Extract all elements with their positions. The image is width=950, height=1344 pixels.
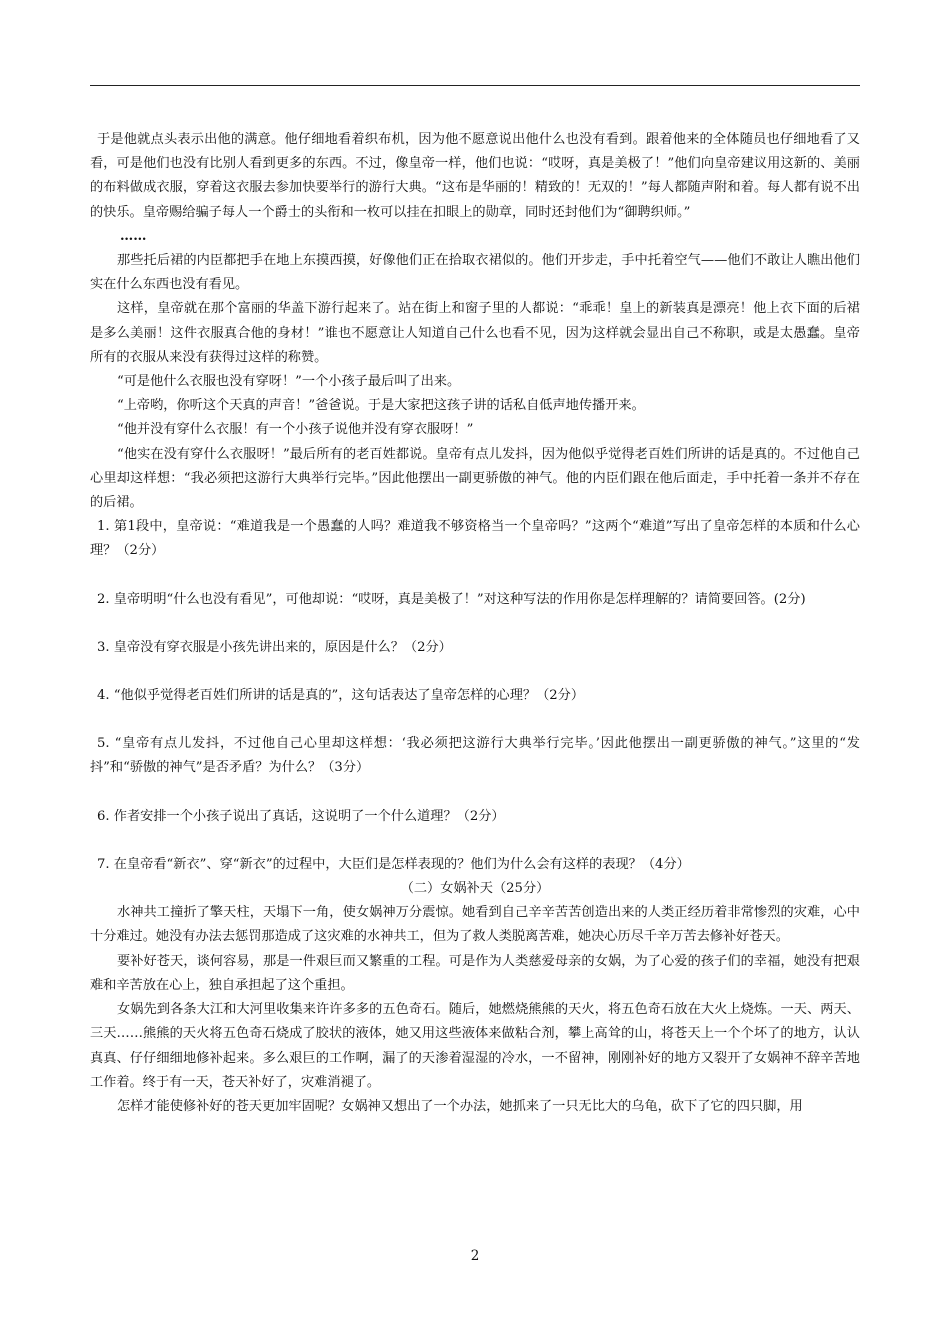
passage-paragraph: 女娲先到各条大江和大河里收集来许许多多的五色奇石。随后，她燃烧熊熊的天火，将五色奇石放在大火上烧炼。一天、两天、三天……熊熊的天火将五色奇石烧成了胶状的液体，她又用这些液体来做粘合剂，攀上高耸的山，将苍天上一个个坏了的地方，认认真真、仔仔细细地修补起来。多么艰巨的工作啊，漏了的天渗着湿湿的冷水，一不留神，刚刚补好的地方又裂开了女娲神不辞辛苦地工作着。终于有一天，苍天补好了，灾难消褪了。: [90, 1002, 860, 1090]
section-title: （二）女娲补天（25分）: [400, 881, 550, 897]
question-3: 3. 皇帝没有穿衣服是小孩先讲出来的，原因是什么？（2分）: [97, 639, 452, 655]
question-5: 5. “皇帝有点儿发抖，不过他自己心里却这样想：‘我必须把这游行大典举行完毕。’因此他摆出一副更骄傲的神气。”这里的“发抖”和“骄傲的神气”是否矛盾？为什么？（3分）: [90, 736, 860, 776]
ellipsis: ……: [120, 228, 147, 244]
passage-paragraph: “他实在没有穿什么衣服呀！”最后所有的老百姓都说。皇帝有点儿发抖，因为他似乎觉得老百姓们所讲的话是真的。不过他自己心里却这样想：“我必须把这游行大典举行完毕。”因此他摆出一副更骄傲的神气。他的内臣们跟在他后面走，手中托着一条并不存在的后裙。: [90, 446, 860, 511]
question-7: 7. 在皇帝看“新衣”、穿“新衣”的过程中，大臣们是怎样表现的？他们为什么会有这样的表现？（4分）: [97, 856, 690, 872]
page-number: 2: [470, 1248, 480, 1264]
passage-paragraph: 于是他就点头表示出他的满意。他仔细地看着织布机，因为他不愿意说出他什么也没有看到。跟着他来的全体随员也仔细地看了又看，可是他们也没有比别人看到更多的东西。不过，像皇帝一样，他们也说：“哎呀，真是美极了！”他们向皇帝建议用这新的、美丽的布料做成衣服，穿着这衣服去参加快要举行的游行大典。“这布是华丽的！精致的！无双的！”每人都随声附和着。每人都有说不出的快乐。皇帝赐给骗子每人一个爵士的头衔和一枚可以挂在扣眼上的勋章，同时还封他们为“御聘织师。”: [90, 132, 860, 220]
passage-paragraph: 怎样才能使修补好的苍天更加牢固呢？女娲神又想出了一个办法，她抓来了一只无比大的乌龟，砍下了它的四只脚，用: [117, 1098, 803, 1114]
header-rule: [90, 85, 860, 86]
passage-paragraph: 要补好苍天，谈何容易，那是一件艰巨而又繁重的工程。可是作为人类慈爱母亲的女娲，为了心爱的孩子们的幸福，她没有把艰难和辛苦放在心上，独自承担起了这个重担。: [90, 953, 860, 993]
passage-paragraph: 那些托后裙的内臣都把手在地上东摸西摸，好像他们正在拾取衣裙似的。他们开步走，手中托着空气——他们不敢让人瞧出他们实在什么东西也没有看见。: [90, 253, 860, 293]
passage-paragraph: 水神共工撞折了擎天柱，天塌下一角，使女娲神万分震惊。她看到自己辛辛苦苦创造出来的人类正经历着非常惨烈的灾难，心中十分难过。她没有办法去惩罚那造成了这灾难的水神共工，但为了救人类脱离苦难，她决心历尽千辛万苦去修补好苍天。: [90, 905, 860, 945]
question-6: 6. 作者安排一个小孩子说出了真话，这说明了一个什么道理？（2分）: [97, 808, 505, 824]
passage-paragraph: 这样，皇帝就在那个富丽的华盖下游行起来了。站在街上和窗子里的人都说：“乖乖！皇上的新装真是漂亮！他上衣下面的后裙是多么美丽！这件衣服真合他的身材！”谁也不愿意让人知道自己什么也看不见，因为这样就会显出自己不称职，或是太愚蠢。皇帝所有的衣服从来没有获得过这样的称赞。: [90, 301, 860, 365]
question-2: 2. 皇帝明明“什么也没有看见”，可他却说：“哎呀，真是美极了！”对这种写法的作用你是怎样理解的？请简要回答。(2分): [97, 591, 806, 607]
document-body: [90, 128, 860, 1119]
question-4: 4. “他似乎觉得老百姓们所讲的话是真的”，这句话表达了皇帝怎样的心理？（2分）: [97, 688, 585, 704]
question-1: 1. 第1段中，皇帝说：“难道我是一个愚蠢的人吗？难道我不够资格当一个皇帝吗？”这两个“难道”写出了皇帝怎样的本质和什么心理？（2分）: [90, 519, 860, 559]
passage-paragraph: “上帝哟，你听这个天真的声音！”爸爸说。于是大家把这孩子讲的话私自低声地传播开来。: [117, 398, 645, 414]
passage-paragraph: “可是他什么衣服也没有穿呀！”一个小孩子最后叫了出来。: [117, 374, 461, 390]
passage-paragraph: “他并没有穿什么衣服！有一个小孩子说他并没有穿衣服呀！”: [117, 422, 474, 438]
